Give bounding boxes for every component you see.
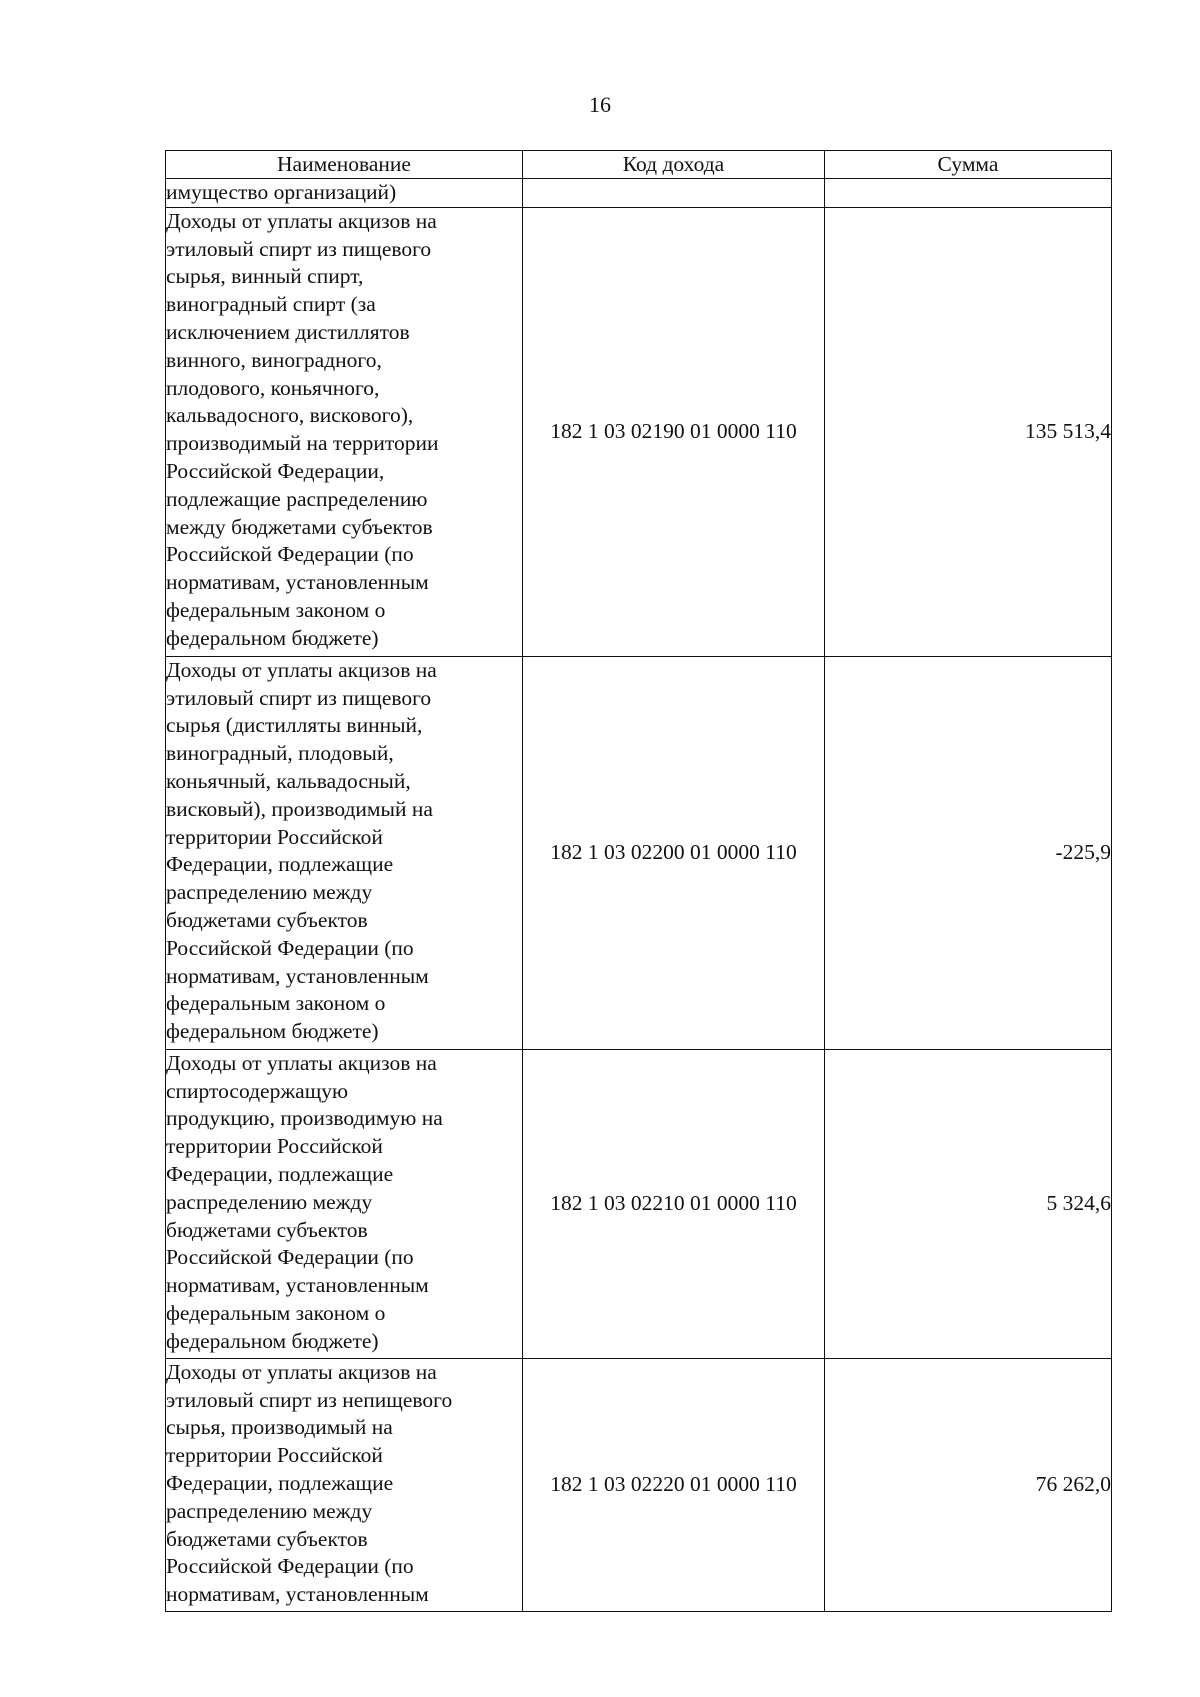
revenue-name-cell — [166, 179, 523, 208]
name-line: этиловый спирт из пищевого — [166, 236, 432, 261]
table-row — [166, 1358, 1112, 1611]
name-line: Доходы от уплаты акцизов на — [166, 657, 437, 682]
name-line: сырья, винный спирт, — [166, 264, 364, 289]
name-line: территории Российской — [166, 824, 383, 849]
name-line: бюджетами субъектов — [166, 1526, 368, 1551]
name-line: федеральным законом о — [166, 597, 386, 622]
revenue-code-cell: 182 1 03 02190 01 0000 110 — [523, 207, 825, 656]
table-row — [166, 207, 1112, 656]
name-line: Российской Федерации (по — [166, 1554, 414, 1579]
name-line: сырья, производимый на — [166, 1415, 393, 1440]
name-line: нормативам, установленным — [166, 963, 429, 988]
table-row — [166, 1049, 1112, 1358]
revenue-sum-cell: -225,9 — [825, 656, 1112, 1049]
revenue-table — [165, 150, 1112, 1612]
table-body — [166, 179, 1112, 1612]
name-line: виноградный спирт (за — [166, 292, 376, 317]
revenue-sum-cell — [825, 179, 1112, 208]
header-sum: Сумма — [825, 151, 1112, 179]
header-name: Наименование — [166, 151, 523, 179]
revenue-name-cell — [166, 1049, 523, 1358]
name-line: бюджетами субъектов — [166, 1217, 368, 1242]
name-line: распределению между — [166, 1498, 373, 1523]
revenue-code-cell: 182 1 03 02200 01 0000 110 — [523, 656, 825, 1049]
revenue-sum-cell: 5 324,6 — [825, 1049, 1112, 1358]
header-code: Код дохода — [523, 151, 825, 179]
revenue-name-cell — [166, 656, 523, 1049]
revenue-sum-cell: 76 262,0 — [825, 1358, 1112, 1611]
name-line: территории Российской — [166, 1443, 383, 1468]
revenue-sum-cell: 135 513,4 — [825, 207, 1112, 656]
page-number: 16 — [589, 92, 611, 117]
name-line: нормативам, установленным — [166, 1582, 429, 1607]
name-line: производимый на территории — [166, 431, 439, 456]
name-line: Доходы от уплаты акцизов на — [166, 1359, 437, 1384]
name-line: виноградный, плодовый, — [166, 741, 394, 766]
name-line: Федерации, подлежащие — [166, 1161, 394, 1186]
revenue-name-cell — [166, 1358, 523, 1611]
name-line: между бюджетами субъектов — [166, 514, 433, 539]
name-line: бюджетами субъектов — [166, 907, 368, 932]
name-line: распределению между — [166, 1189, 373, 1214]
name-line: винного, виноградного, — [166, 347, 382, 372]
name-line: Федерации, подлежащие — [166, 852, 394, 877]
revenue-code-cell: 182 1 03 02220 01 0000 110 — [523, 1358, 825, 1611]
name-line: распределению между — [166, 880, 373, 905]
name-line: федеральным законом о — [166, 1300, 386, 1325]
name-line: федеральном бюджете) — [166, 1019, 379, 1044]
revenue-name-cell — [166, 207, 523, 656]
name-line: Российской Федерации, — [166, 458, 385, 483]
name-line: Российской Федерации (по — [166, 935, 414, 960]
table-row — [166, 656, 1112, 1049]
revenue-code-cell: 182 1 03 02210 01 0000 110 — [523, 1049, 825, 1358]
header-row — [166, 151, 1112, 179]
name-line: этиловый спирт из пищевого — [166, 685, 432, 710]
name-line: подлежащие распределению — [166, 486, 428, 511]
name-line: федеральным законом о — [166, 991, 386, 1016]
name-line: Российской Федерации (по — [166, 1245, 414, 1270]
table-row — [166, 179, 1112, 208]
name-line: нормативам, установленным — [166, 1273, 429, 1298]
name-line: Доходы от уплаты акцизов на — [166, 1050, 437, 1075]
revenue-code-cell — [523, 179, 825, 208]
name-line: продукцию, производимую на — [166, 1106, 443, 1131]
name-line: нормативам, установленным — [166, 570, 429, 595]
name-line: коньячный, кальвадосный, — [166, 768, 411, 793]
name-line: федеральном бюджете) — [166, 625, 379, 650]
name-line: федеральном бюджете) — [166, 1328, 379, 1353]
name-line: этиловый спирт из непищевого — [166, 1387, 453, 1412]
name-line: Российской Федерации (по — [166, 542, 414, 567]
name-line: плодового, коньячного, — [166, 375, 380, 400]
name-line: Федерации, подлежащие — [166, 1470, 394, 1495]
name-line: имущество организаций) — [166, 180, 397, 204]
name-line: Доходы от уплаты акцизов на — [166, 208, 437, 233]
name-line: кальвадосного, вискового), — [166, 403, 414, 428]
name-line: территории Российской — [166, 1134, 383, 1159]
name-line: спиртосодержащую — [166, 1078, 349, 1103]
name-line: висковый), производимый на — [166, 796, 433, 821]
name-line: исключением дистиллятов — [166, 319, 410, 344]
name-line: сырья (дистилляты винный, — [166, 713, 423, 738]
table-header — [166, 151, 1112, 179]
